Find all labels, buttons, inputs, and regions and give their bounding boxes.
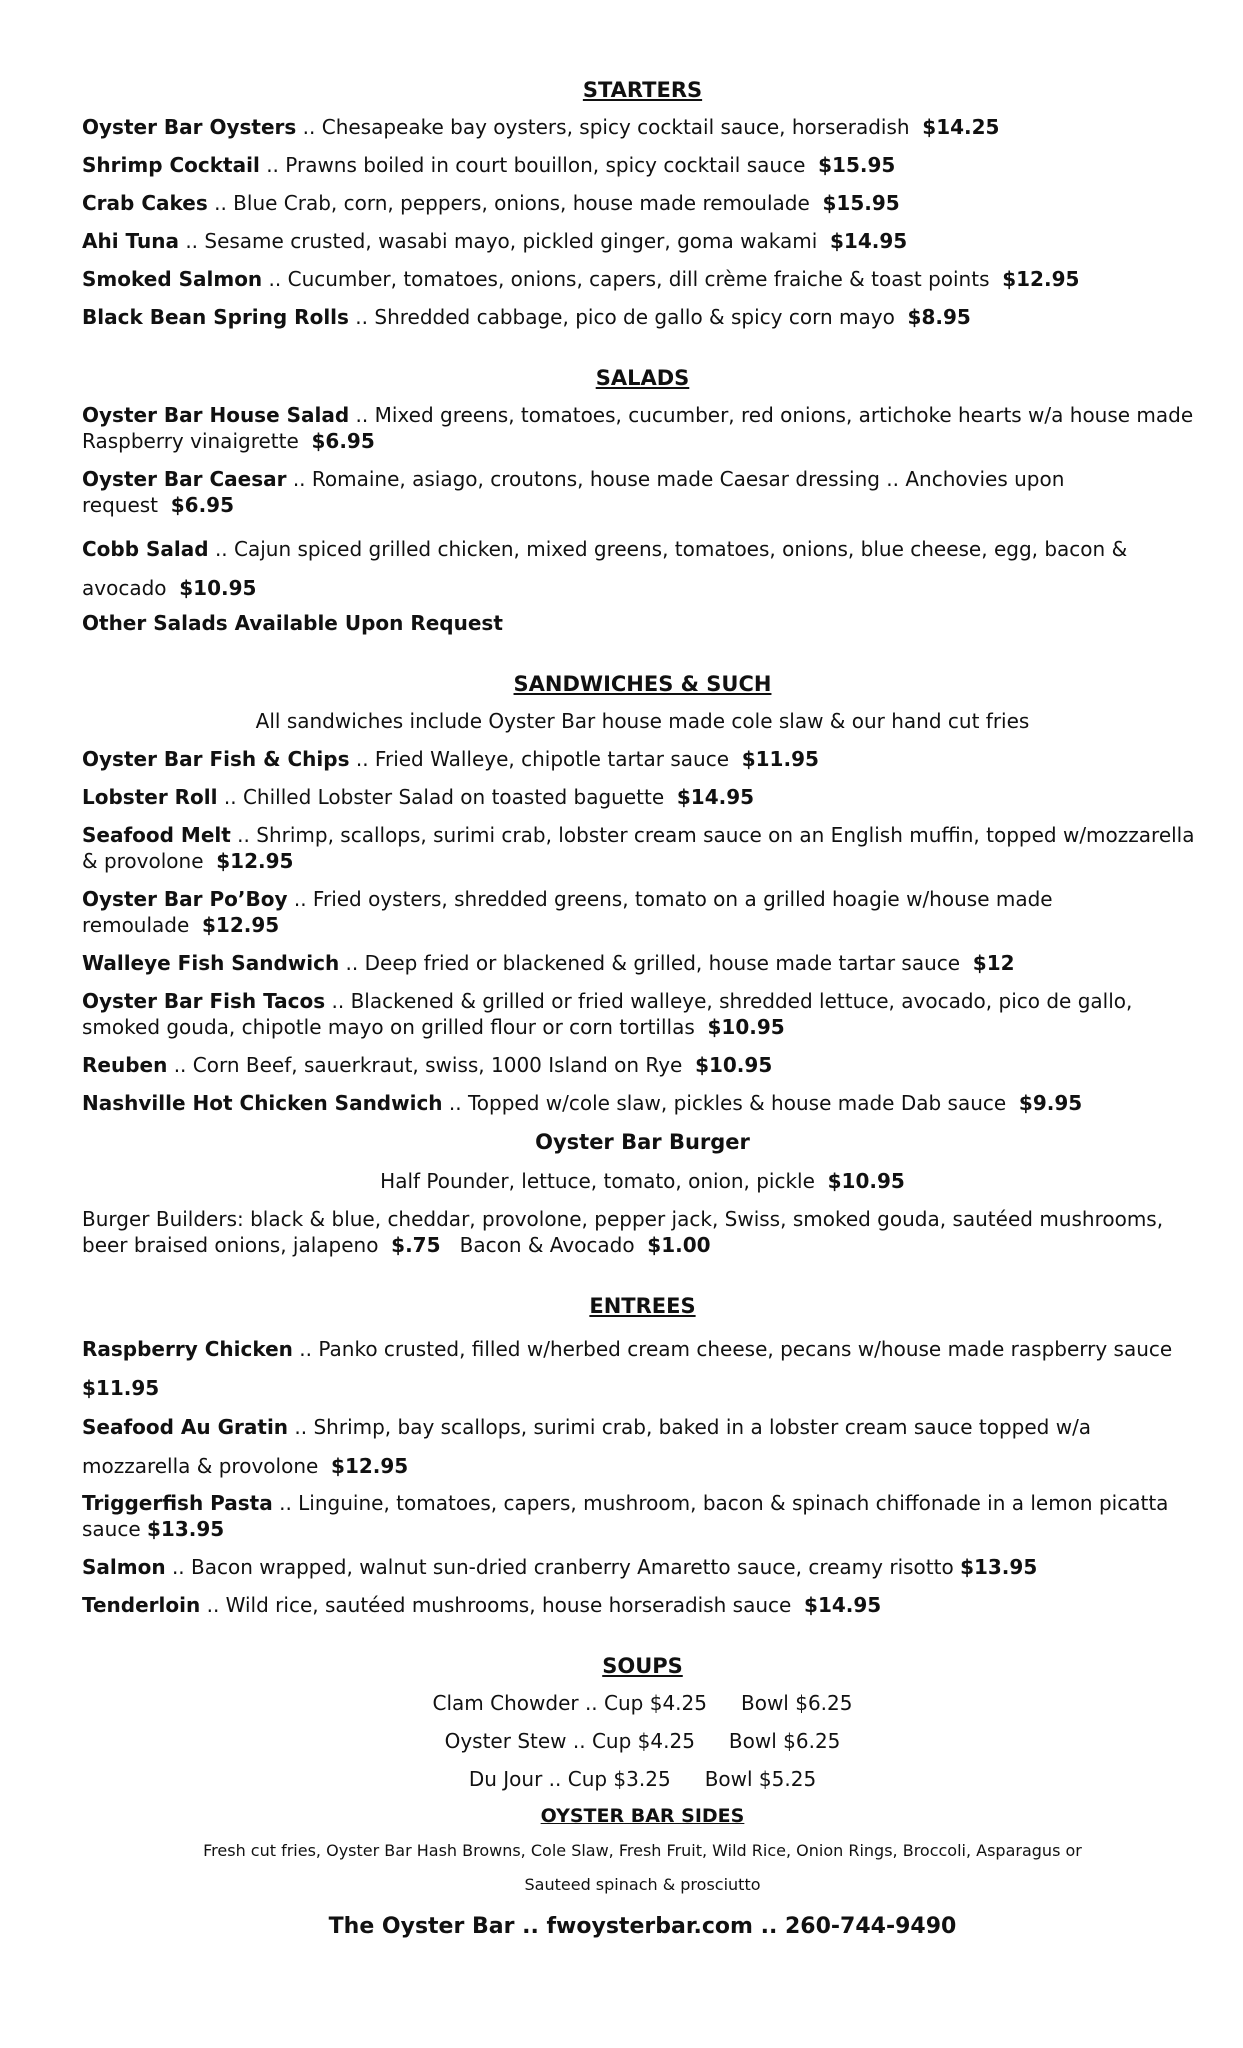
item-price: $12.95 bbox=[331, 1454, 409, 1478]
item-price: $15.95 bbox=[818, 153, 896, 177]
sandwiches-section bbox=[82, 670, 1203, 1258]
menu-item bbox=[82, 304, 1203, 330]
menu-item bbox=[82, 466, 1203, 518]
menu-item bbox=[82, 784, 1203, 810]
soups-section bbox=[82, 1652, 1203, 1792]
item-price: $10.95 bbox=[827, 1169, 905, 1193]
item-name: Oyster Bar Caesar bbox=[82, 467, 287, 491]
item-desc: .. Fried oysters, shredded greens, tomato on a grilled hoagie w/house made remoulade bbox=[82, 887, 1053, 937]
menu-item bbox=[82, 1052, 1203, 1078]
item-name: Oyster Bar Oysters bbox=[82, 115, 297, 139]
item-desc: .. Fried Walleye, chipotle tartar sauce bbox=[355, 747, 729, 771]
item-name: Smoked Salmon bbox=[82, 267, 263, 291]
footer-contact: The Oyster Bar .. fwoysterbar.com .. 260-744-9490 bbox=[328, 1914, 957, 1939]
item-name: Reuben bbox=[82, 1053, 168, 1077]
menu-item bbox=[82, 1330, 1203, 1408]
section-heading: SANDWICHES & SUCH bbox=[513, 672, 772, 696]
item-desc: .. Sesame crusted, wasabi mayo, pickled ginger, goma wakami bbox=[185, 229, 818, 253]
item-price: $9.95 bbox=[1018, 1091, 1083, 1115]
menu-item bbox=[82, 886, 1203, 938]
item-desc: .. Cajun spiced grilled chicken, mixed greens, tomatoes, onions, blue cheese, egg, bacon & avocado bbox=[82, 537, 1128, 600]
item-price: $6.95 bbox=[170, 493, 235, 517]
item-price: $12 bbox=[972, 951, 1015, 975]
salads-section bbox=[82, 364, 1203, 636]
item-price: $13.95 bbox=[960, 1555, 1038, 1579]
item-price: $6.95 bbox=[311, 429, 375, 453]
item-desc: .. Deep fried or blackened & grilled, house made tartar sauce bbox=[345, 951, 961, 975]
menu-item bbox=[82, 1090, 1203, 1116]
item-price: $14.25 bbox=[922, 115, 1000, 139]
section-heading: SOUPS bbox=[602, 1654, 683, 1678]
item-name: Oyster Bar House Salad bbox=[82, 403, 350, 427]
item-desc: .. Linguine, tomatoes, capers, mushroom, bacon & spinach chiffonade in a lemon picatta sauce bbox=[82, 1491, 1169, 1541]
menu-item bbox=[82, 228, 1203, 254]
item-name: Seafood Au Gratin bbox=[82, 1415, 289, 1439]
starters-section bbox=[82, 76, 1203, 330]
item-desc: .. Prawns boiled in court bouillon, spicy cocktail sauce bbox=[266, 153, 806, 177]
soup-item: Du Jour .. Cup $3.25 Bowl $5.25 bbox=[468, 1767, 817, 1791]
burger-builders: Burger Builders: black & blue, cheddar, provolone, pepper jack, Swiss, smoked gouda, sautéed mushrooms, beer braised onions, jalapeno $.75 Bacon & Avocado $1.00 bbox=[82, 1207, 1164, 1257]
item-desc: .. Wild rice, sautéed mushrooms, house horseradish sauce bbox=[206, 1593, 792, 1617]
sides-section bbox=[82, 1804, 1203, 1902]
item-name: Shrimp Cocktail bbox=[82, 153, 260, 177]
item-price: $12.95 bbox=[216, 849, 294, 873]
item-price: $8.95 bbox=[907, 305, 971, 329]
menu-item bbox=[82, 530, 1203, 608]
section-heading: STARTERS bbox=[582, 78, 703, 102]
item-price: $12.95 bbox=[1002, 267, 1080, 291]
item-name: Cobb Salad bbox=[82, 537, 209, 561]
item-name: Crab Cakes bbox=[82, 191, 208, 215]
item-name: Oyster Bar Po’Boy bbox=[82, 887, 288, 911]
item-name: Walleye Fish Sandwich bbox=[82, 951, 340, 975]
item-price: $1.00 bbox=[647, 1233, 711, 1257]
menu-item bbox=[82, 266, 1203, 292]
item-desc: .. Romaine, asiago, croutons, house made Caesar dressing .. Anchovies upon request bbox=[82, 467, 1065, 517]
item-desc: .. Shredded cabbage, pico de gallo & spicy corn mayo bbox=[355, 305, 895, 329]
item-name: Salmon bbox=[82, 1555, 166, 1579]
burger-desc: Half Pounder, lettuce, tomato, onion, pickle $10.95 bbox=[380, 1169, 905, 1193]
sandwiches-note: All sandwiches include Oyster Bar house made cole slaw & our hand cut fries bbox=[255, 709, 1030, 733]
item-desc: .. Bacon wrapped, walnut sun-dried cranberry Amaretto sauce, creamy risotto bbox=[171, 1555, 954, 1579]
item-name: Oyster Bar Fish & Chips bbox=[82, 747, 350, 771]
item-name: Seafood Melt bbox=[82, 823, 231, 847]
item-price: $.75 bbox=[391, 1233, 441, 1257]
menu-item bbox=[82, 1490, 1203, 1542]
item-name: Tenderloin bbox=[82, 1593, 201, 1617]
item-desc: .. Shrimp, bay scallops, surimi crab, baked in a lobster cream sauce topped w/a mozzarella & provolone bbox=[82, 1415, 1092, 1478]
item-price: $10.95 bbox=[707, 1015, 785, 1039]
entrees-section bbox=[82, 1292, 1203, 1618]
item-price: $10.95 bbox=[179, 576, 257, 600]
menu-item bbox=[82, 152, 1203, 178]
item-desc: .. Chilled Lobster Salad on toasted baguette bbox=[223, 785, 665, 809]
item-desc: .. Blackened & grilled or fried walleye, shredded lettuce, avocado, pico de gallo, smoked gouda, chipotle mayo on grilled flour or corn tortillas bbox=[82, 989, 1133, 1039]
menu-item bbox=[82, 746, 1203, 772]
menu-item bbox=[82, 1408, 1203, 1486]
other-salads-note: Other Salads Available Upon Request bbox=[82, 611, 503, 635]
menu-item bbox=[82, 950, 1203, 976]
item-desc: .. Shrimp, scallops, surimi crab, lobster cream sauce on an English muffin, topped w/mozzarella & provolone bbox=[82, 823, 1195, 873]
menu-item bbox=[82, 114, 1203, 140]
soup-item: Oyster Stew .. Cup $4.25 Bowl $6.25 bbox=[444, 1729, 841, 1753]
item-desc: .. Chesapeake bay oysters, spicy cocktail sauce, horseradish bbox=[302, 115, 910, 139]
item-name: Lobster Roll bbox=[82, 785, 218, 809]
item-desc: .. Topped w/cole slaw, pickles & house made Dab sauce bbox=[448, 1091, 1007, 1115]
item-desc: .. Panko crusted, filled w/herbed cream cheese, pecans w/house made raspberry sauce bbox=[299, 1337, 1173, 1361]
item-price: $13.95 bbox=[147, 1517, 225, 1541]
menu-item bbox=[82, 1592, 1203, 1618]
item-desc: .. Cucumber, tomatoes, onions, capers, dill crème fraiche & toast points bbox=[268, 267, 990, 291]
item-price: $10.95 bbox=[695, 1053, 773, 1077]
item-price: $12.95 bbox=[202, 913, 280, 937]
item-price: $14.95 bbox=[804, 1593, 882, 1617]
section-heading: ENTREES bbox=[589, 1294, 696, 1318]
menu-item bbox=[82, 1554, 1203, 1580]
item-desc: .. Blue Crab, corn, peppers, onions, house made remoulade bbox=[214, 191, 810, 215]
item-name: Black Bean Spring Rolls bbox=[82, 305, 349, 329]
item-name: Nashville Hot Chicken Sandwich bbox=[82, 1091, 443, 1115]
menu-item bbox=[82, 190, 1203, 216]
item-desc: .. Corn Beef, sauerkraut, swiss, 1000 Island on Rye bbox=[173, 1053, 683, 1077]
soup-item: Clam Chowder .. Cup $4.25 Bowl $6.25 bbox=[432, 1691, 853, 1715]
item-desc: .. Mixed greens, tomatoes, cucumber, red onions, artichoke hearts w/a house made Raspberry vinaigrette bbox=[82, 403, 1194, 453]
section-heading: SALADS bbox=[595, 366, 690, 390]
item-price: $11.95 bbox=[82, 1376, 160, 1400]
menu-item bbox=[82, 988, 1203, 1040]
item-price: $14.95 bbox=[676, 785, 755, 809]
item-price: $15.95 bbox=[822, 191, 900, 215]
burger-title: Oyster Bar Burger bbox=[535, 1130, 750, 1154]
section-heading: OYSTER BAR SIDES bbox=[540, 1805, 745, 1827]
item-name: Raspberry Chicken bbox=[82, 1337, 293, 1361]
item-name: Ahi Tuna bbox=[82, 229, 179, 253]
sides-text: Fresh cut fries, Oyster Bar Hash Browns, Cole Slaw, Fresh Fruit, Wild Rice, Onion Rings, Broccoli, Asparagus or Sauteed spinach & prosciutto bbox=[203, 1841, 1082, 1894]
item-name: Oyster Bar Fish Tacos bbox=[82, 989, 326, 1013]
item-name: Triggerfish Pasta bbox=[82, 1491, 273, 1515]
item-price: $11.95 bbox=[741, 747, 819, 771]
menu-item bbox=[82, 402, 1203, 454]
item-price: $14.95 bbox=[830, 229, 908, 253]
menu-item bbox=[82, 822, 1203, 874]
